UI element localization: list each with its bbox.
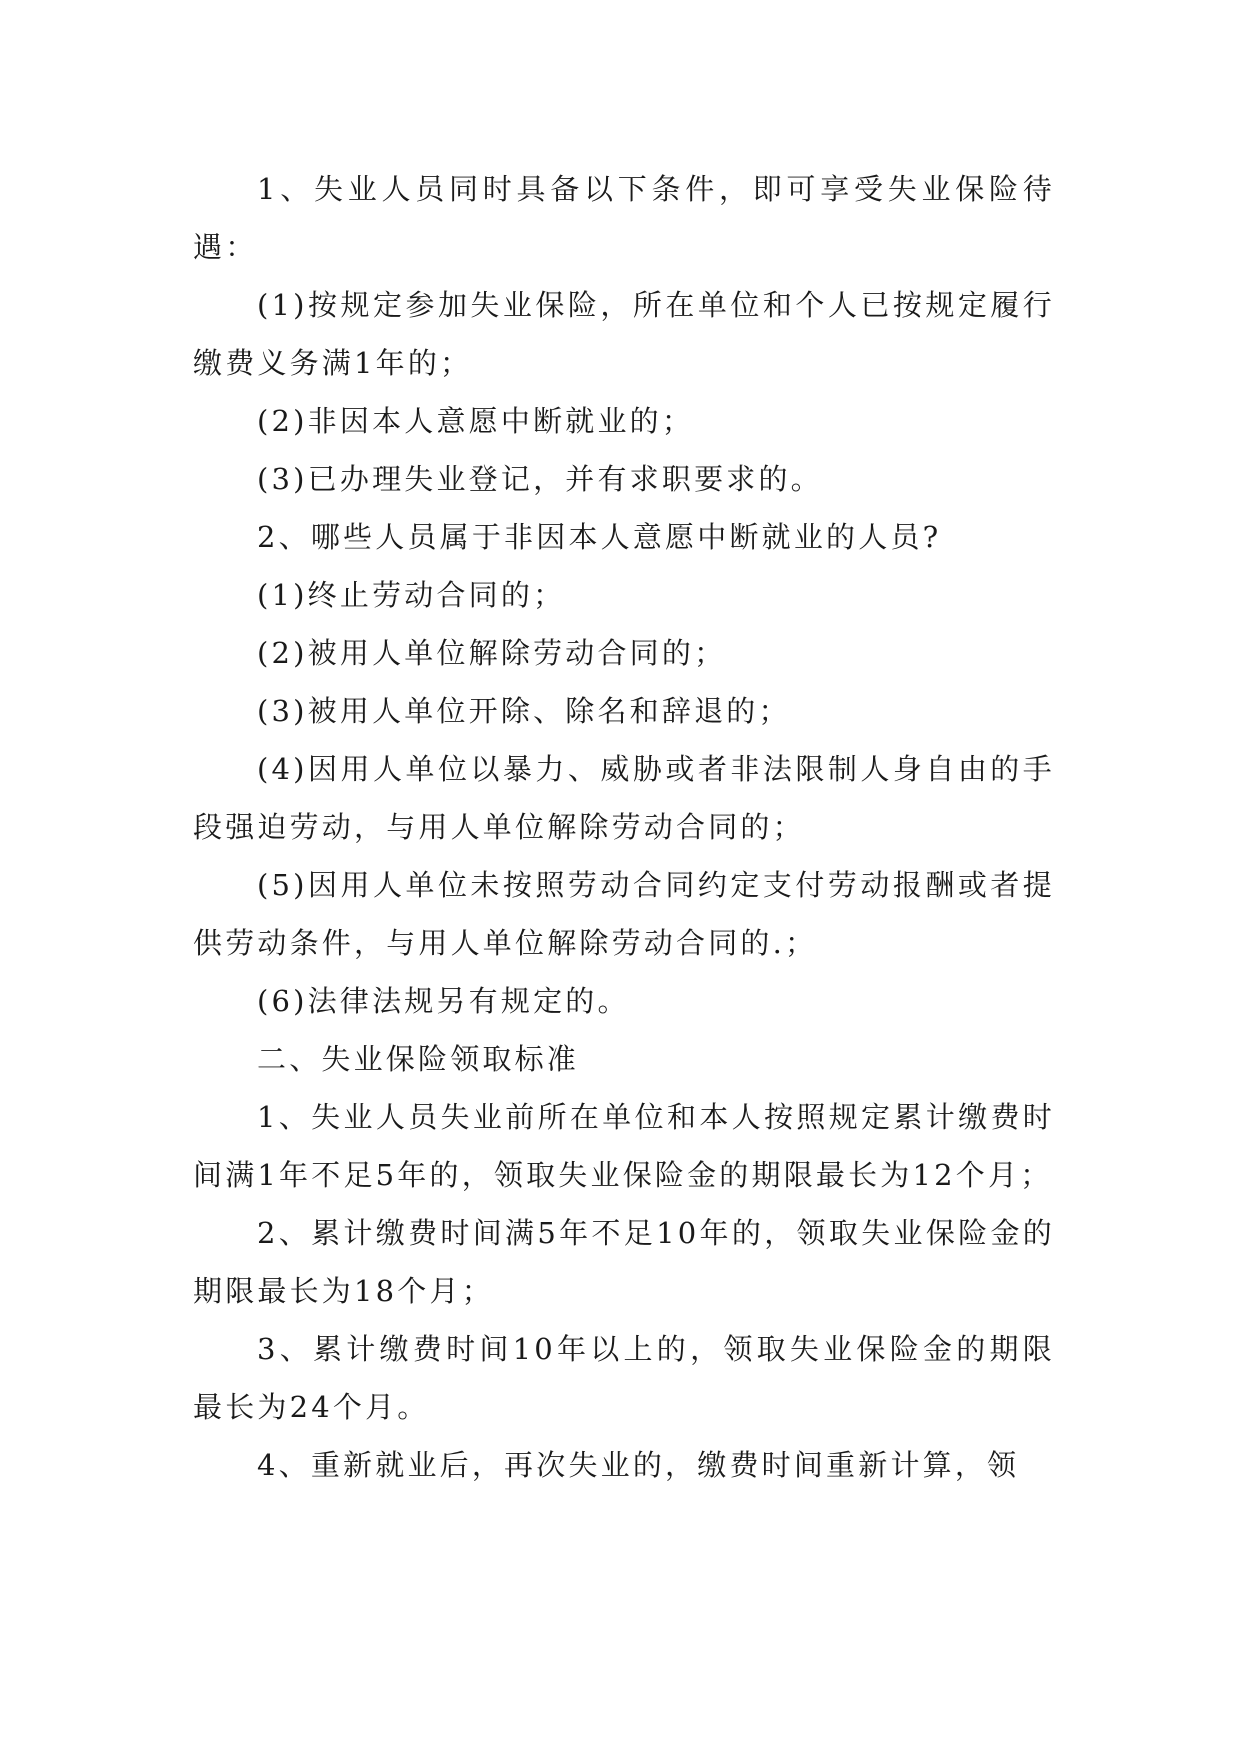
document-body: [193, 160, 1055, 1494]
paragraph-condition-2: (2)非因本人意愿中断就业的；: [257, 404, 695, 438]
paragraph-standard-4: 4、重新就业后，再次失业的，缴费时间重新计算，领: [257, 1448, 1020, 1482]
paragraph-eligibility-intro: 1、失业人员同时具备以下条件，即可享受失业保险待遇：: [193, 172, 1055, 264]
paragraph-involuntary-question: 2、哪些人员属于非因本人意愿中断就业的人员?: [257, 520, 942, 554]
paragraph-standard-1: 1、失业人员失业前所在单位和本人按照规定累计缴费时间满1年不足5年的，领取失业保险金的期限最长为12个月；: [193, 1100, 1055, 1192]
paragraph-condition-3: (3)已办理失业登记，并有求职要求的。: [257, 462, 823, 496]
section-heading-standards: 二、失业保险领取标准: [257, 1042, 580, 1076]
paragraph-standard-3: 3、累计缴费时间10年以上的，领取失业保险金的期限最长为24个月。: [193, 1332, 1055, 1424]
paragraph-involuntary-6: (6)法律法规另有规定的。: [257, 984, 630, 1018]
paragraph-standard-2: 2、累计缴费时间满5年不足10年的，领取失业保险金的期限最长为18个月；: [193, 1216, 1055, 1308]
paragraph-condition-1: (1)按规定参加失业保险，所在单位和个人已按规定履行缴费义务满1年的；: [193, 288, 1055, 380]
paragraph-involuntary-2: (2)被用人单位解除劳动合同的；: [257, 636, 727, 670]
paragraph-involuntary-4: (4)因用人单位以暴力、威胁或者非法限制人身自由的手段强迫劳动，与用人单位解除劳动合同的；: [193, 752, 1055, 844]
paragraph-involuntary-1: (1)终止劳动合同的；: [257, 578, 566, 612]
paragraph-involuntary-5: (5)因用人单位未按照劳动合同约定支付劳动报酬或者提供劳动条件，与用人单位解除劳动合同的.；: [193, 868, 1055, 960]
paragraph-involuntary-3: (3)被用人单位开除、除名和辞退的；: [257, 694, 791, 728]
